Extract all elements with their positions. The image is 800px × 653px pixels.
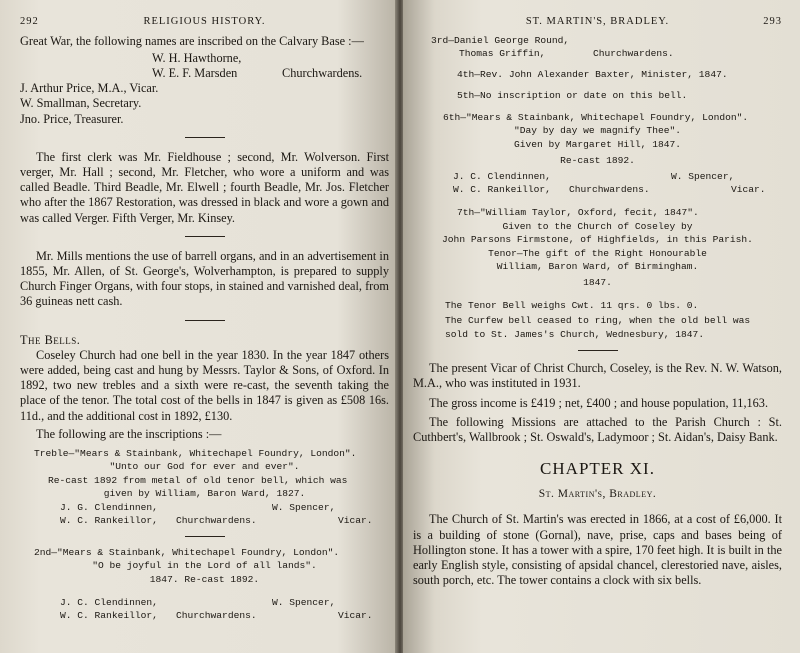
- sixth-spencer: W. Spencer,: [671, 171, 735, 183]
- treble-line-2: "Unto our God for ever and ever".: [109, 461, 300, 473]
- fourth-bell: 4th—Rev. John Alexander Baxter, Minister, 1847.: [457, 69, 728, 80]
- sixth-sig-2: W. C. Rankeillor,: [453, 184, 551, 196]
- seventh-bell: [413, 206, 782, 289]
- third-line-2: Thomas Griffin,: [459, 48, 546, 59]
- church-paragraph: The Church of St. Martin's was erected in 1866, at a cost of £6,000. It is a building of stone (Gornal), nave, prise, caps and bases being of Hollington stone. It has a tower with a spire, 170 feet high. It is built in the early English style, consisting of apsidal chancel, clerestoried nave, aisles, south porch, etc. The tower contains a clock with six bells.: [413, 512, 782, 588]
- right-page-number: 293: [763, 16, 782, 27]
- left-running-title: RELIGIOUS HISTORY.: [143, 16, 266, 27]
- sixth-sig-1: J. C. Clendinnen,: [453, 171, 551, 183]
- second-line-2: "O be joyful in the Lord of all lands".: [92, 560, 317, 572]
- treble-inscription: [20, 447, 389, 527]
- third-row-2: [413, 47, 782, 60]
- chapter-subheading: St. Martin's, Bradley.: [538, 488, 657, 501]
- sixth-sig-row-2: [413, 183, 782, 196]
- section-rule: [185, 320, 225, 321]
- organs-paragraph: Mr. Mills mentions the use of barrell organs, and in an advertisement in 1855, Mr. Allen, of St. George's, Wolverhampton, is prepared to supply Church Finger Organs, with four stops, in stained and varnished deal, from 36 guineas nett cash.: [20, 248, 389, 309]
- seventh-line-3: John Parsons Firmstone, of Highfields, in this Parish.: [442, 234, 753, 246]
- second-inscription: [20, 546, 389, 622]
- clerk-paragraph: The first clerk was Mr. Fieldhouse ; second, Mr. Wolverson. First verger, Mr. Hall ; second, Mr. Fletcher, who wore a uniform and was called Beadle. Third Beadle, Mr. Elwell ; fourth Beadle, Mr. Jos. Fletcher who after the 1867 Restoration, was dressed in black and wore a gown and was called Verger. Fifth Verger, Mr. Kinsey.: [20, 149, 389, 225]
- bells-paragraph: Coseley Church had one bell in the year 1830. In the year 1847 others were added, being cast and hung by Messrs. Taylor & Sons, of Oxford. In 1892, two new trebles and a sixth were re-cast, the seventh taking the place of the tenor. The total cost of the bells in 1847 is given as £508 16s. 11d., and the additional cost in 1892, £130.: [20, 347, 389, 423]
- seventh-line-6: 1847.: [583, 277, 612, 289]
- inscriptions-intro: The following are the inscriptions :—: [36, 426, 222, 441]
- missions-paragraph: The following Missions are attached to the Parish Church : St. Cuthbert's, Wallbrook ; St. Oswald's, Ladymoor ; St. Aidan's, Daisy Bank.: [413, 414, 782, 444]
- sixth-line-4: Re-cast 1892.: [560, 155, 635, 167]
- treble-sig-2: W. C. Rankeillor,: [60, 514, 158, 526]
- treble-churchwardens: Churchwardens.: [176, 514, 257, 526]
- treble-line-3: Re-cast 1892 from metal of old tenor bell, which was: [48, 474, 348, 486]
- officer-secretary: W. Smallman, Secretary.: [20, 96, 142, 111]
- second-sig-row-1: [20, 596, 389, 609]
- warden-name-1: W. H. Hawthorne,: [152, 51, 242, 66]
- warden-line-2: [20, 66, 389, 81]
- warden-role: Churchwardens.: [282, 66, 363, 81]
- treble-sig-row-2: [20, 514, 389, 527]
- second-vicar: Vicar.: [338, 609, 373, 621]
- seventh-line-1: 7th—"William Taylor, Oxford, fecit, 1847".: [457, 207, 699, 219]
- second-line-3: 1847. Re-cast 1892.: [149, 573, 260, 585]
- third-bell: [413, 34, 782, 60]
- seventh-line-5: William, Baron Ward, of Birmingham.: [496, 261, 699, 273]
- left-running-head: [20, 16, 389, 34]
- section-rule: [185, 536, 225, 537]
- treble-spencer: W. Spencer,: [272, 501, 336, 513]
- third-line-1: 3rd—Daniel George Round,: [431, 35, 570, 46]
- treble-line-4: given by William, Baron Ward, 1827.: [103, 488, 306, 500]
- second-sig-row-2: [20, 609, 389, 622]
- bells-heading: The Bells.: [20, 332, 81, 347]
- right-running-title: ST. MARTIN'S, BRADLEY.: [525, 16, 670, 27]
- sixth-vicar: Vicar.: [731, 184, 766, 196]
- vicar-paragraph: The present Vicar of Christ Church, Coseley, is the Rev. N. W. Watson, M.A., who was instituted in 1931.: [413, 361, 782, 391]
- second-line-1: 2nd—"Mears & Stainbank, Whitechapel Foundry, London".: [34, 546, 340, 558]
- treble-line-1: Treble—"Mears & Stainbank, Whitechapel Foundry, London".: [34, 448, 357, 460]
- sixth-bell: [413, 111, 782, 197]
- treble-sig-1: J. G. Clendinnen,: [60, 501, 158, 513]
- left-page-number: 292: [20, 16, 39, 27]
- sixth-sig-row-1: [413, 170, 782, 183]
- warden-line-1: [20, 51, 389, 66]
- section-rule: [185, 236, 225, 237]
- second-spencer: W. Spencer,: [272, 596, 336, 608]
- seventh-line-4: Tenor—The gift of the Right Honourable: [488, 247, 707, 259]
- left-page: [0, 0, 397, 653]
- section-rule: [185, 137, 225, 138]
- officer-vicar: J. Arthur Price, M.A., Vicar.: [20, 81, 159, 96]
- second-sig-1: J. C. Clendinnen,: [60, 596, 158, 608]
- second-churchwardens: Churchwardens.: [176, 609, 257, 621]
- treble-sig-row-1: [20, 501, 389, 514]
- sixth-line-2: "Day by day we magnify Thee".: [514, 125, 681, 137]
- sixth-line-3: Given by Margaret Hill, 1847.: [514, 138, 681, 150]
- calvary-paragraph: Great War, the following names are inscribed on the Calvary Base :—: [20, 34, 364, 48]
- fifth-bell: 5th—No inscription or date on this bell.: [457, 90, 688, 102]
- warden-name-2: W. E. F. Marsden: [152, 66, 238, 81]
- third-row-1: [413, 34, 782, 47]
- second-sig-2: W. C. Rankeillor,: [60, 609, 158, 621]
- chapter-heading: CHAPTER XI.: [540, 459, 655, 479]
- treble-vicar: Vicar.: [338, 514, 373, 526]
- right-page: [403, 0, 800, 653]
- third-churchwardens: Churchwardens.: [593, 48, 674, 59]
- seventh-line-2: Given to the Church of Coseley by: [502, 220, 693, 232]
- income-paragraph: The gross income is £419 ; net, £400 ; and house population, 11,163.: [429, 395, 769, 410]
- sixth-churchwardens: Churchwardens.: [569, 184, 650, 196]
- curfew-note: The Curfew bell ceased to ring, when the old bell was sold to St. James's Church, Wednesbury, 1847.: [445, 315, 751, 340]
- sixth-line-1: 6th—"Mears & Stainbank, Whitechapel Foundry, London".: [443, 111, 749, 123]
- section-rule: [578, 350, 618, 351]
- right-running-head: [413, 16, 782, 34]
- officer-treasurer: Jno. Price, Treasurer.: [20, 111, 124, 126]
- tenor-weight: The Tenor Bell weighs Cwt. 11 qrs. 0 lbs. 0.: [445, 299, 699, 311]
